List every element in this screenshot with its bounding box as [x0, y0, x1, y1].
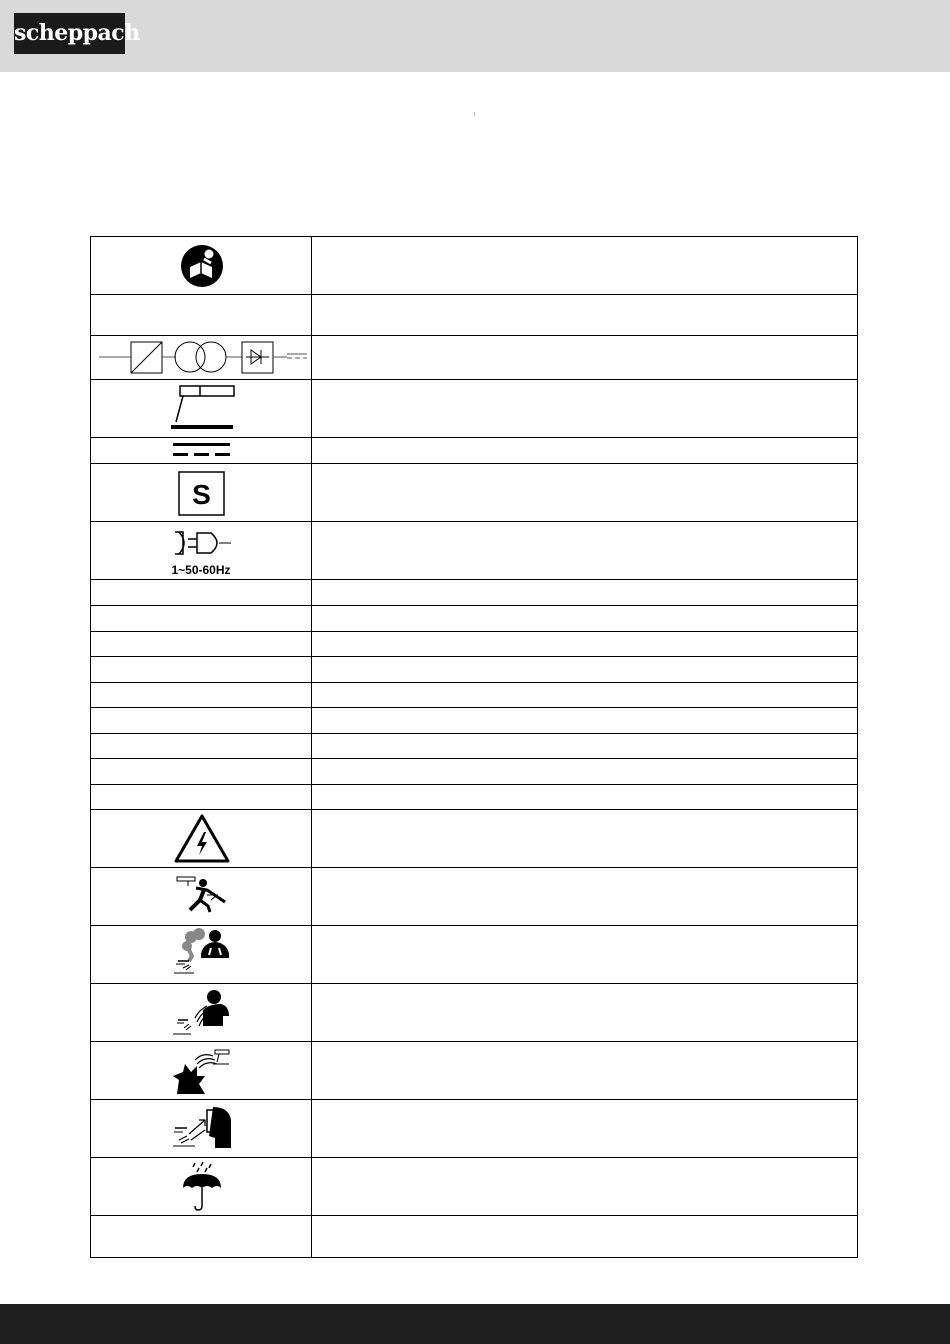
symbol-cell: [91, 926, 312, 983]
inverter-diagram-icon: [91, 336, 311, 379]
symbol-cell: [91, 810, 312, 867]
symbol-cell: [91, 295, 312, 335]
logo-text: scheppach: [14, 20, 140, 46]
table-row: [90, 733, 858, 759]
description-cell: [311, 380, 857, 437]
symbol-cell: [91, 1100, 312, 1157]
table-row: [90, 925, 858, 984]
description-cell: [311, 1158, 857, 1215]
description-cell: [311, 336, 857, 379]
table-row: [90, 379, 858, 438]
direct-current-icon: [91, 438, 311, 463]
table-row: [90, 784, 858, 810]
symbol-cell: [91, 1158, 312, 1215]
electric-shock-icon: [91, 868, 311, 925]
description-cell: [311, 868, 857, 925]
table-row: [90, 867, 858, 926]
symbol-cell: [91, 522, 312, 579]
description-cell: [311, 734, 857, 758]
face-shield-icon: [91, 1100, 311, 1157]
description-cell: [311, 759, 857, 784]
description-cell: [311, 632, 857, 656]
description-cell: [311, 522, 857, 579]
table-row: [90, 1041, 858, 1100]
mma-welding-icon: [91, 380, 311, 437]
symbol-cell: [91, 580, 312, 605]
symbol-cell: [91, 438, 312, 463]
table-row: [90, 236, 858, 295]
description-cell: [311, 1100, 857, 1157]
table-row: [90, 983, 858, 1042]
description-cell: [311, 926, 857, 983]
description-cell: [311, 606, 857, 631]
symbol-cell: [91, 606, 312, 631]
high-voltage-warning-icon: [91, 810, 311, 867]
symbol-cell: [91, 632, 312, 656]
description-cell: [311, 237, 857, 294]
description-cell: [311, 295, 857, 335]
symbol-cell: [91, 759, 312, 784]
table-row: [90, 656, 858, 683]
page-footer: [0, 1304, 950, 1344]
table-row: [90, 605, 858, 632]
s-mark-text: S: [192, 479, 211, 510]
mains-plug-icon: [91, 522, 311, 579]
description-cell: [311, 785, 857, 809]
description-cell: [311, 1216, 857, 1257]
arc-radiation-icon: [91, 984, 311, 1041]
symbol-cell: [91, 1216, 312, 1257]
description-cell: [311, 580, 857, 605]
symbol-cell: [91, 464, 312, 521]
table-row: [90, 294, 858, 336]
table-row: [90, 758, 858, 785]
table-row: [90, 579, 858, 606]
table-row: [90, 463, 858, 522]
symbol-cell: [91, 683, 312, 707]
symbol-cell: [91, 868, 312, 925]
s-mark-icon: [91, 464, 311, 521]
page-header: [0, 0, 950, 72]
table-row: [90, 631, 858, 657]
description-cell: [311, 657, 857, 682]
table-row: [90, 1157, 858, 1216]
read-manual-icon: [91, 237, 311, 294]
description-cell: [311, 464, 857, 521]
description-cell: [311, 708, 857, 733]
symbol-cell: [91, 984, 312, 1041]
stray-mark: [474, 112, 475, 116]
symbol-cell: [91, 734, 312, 758]
symbol-cell: [91, 380, 312, 437]
description-cell: [311, 1042, 857, 1099]
table-row: [90, 707, 858, 734]
description-cell: [311, 683, 857, 707]
description-cell: [311, 810, 857, 867]
table-row: [90, 682, 858, 708]
symbol-cell: [91, 1042, 312, 1099]
table-row: [90, 1215, 858, 1258]
scheppach-logo: [14, 13, 140, 54]
mains-frequency-text: 1~50-60Hz: [171, 563, 231, 577]
symbol-cell: [91, 336, 312, 379]
table-row: [90, 1099, 858, 1158]
welding-fumes-icon: [91, 926, 311, 983]
symbol-cell: [91, 785, 312, 809]
table-row: [90, 521, 858, 580]
symbol-cell: [91, 237, 312, 294]
table-row: [90, 335, 858, 380]
fire-explosion-icon: [91, 1042, 311, 1099]
description-cell: [311, 438, 857, 463]
protect-from-rain-icon: [91, 1158, 311, 1215]
table-row: [90, 809, 858, 868]
symbol-cell: [91, 657, 312, 682]
description-cell: [311, 984, 857, 1041]
symbol-cell: [91, 708, 312, 733]
table-row: [90, 437, 858, 464]
